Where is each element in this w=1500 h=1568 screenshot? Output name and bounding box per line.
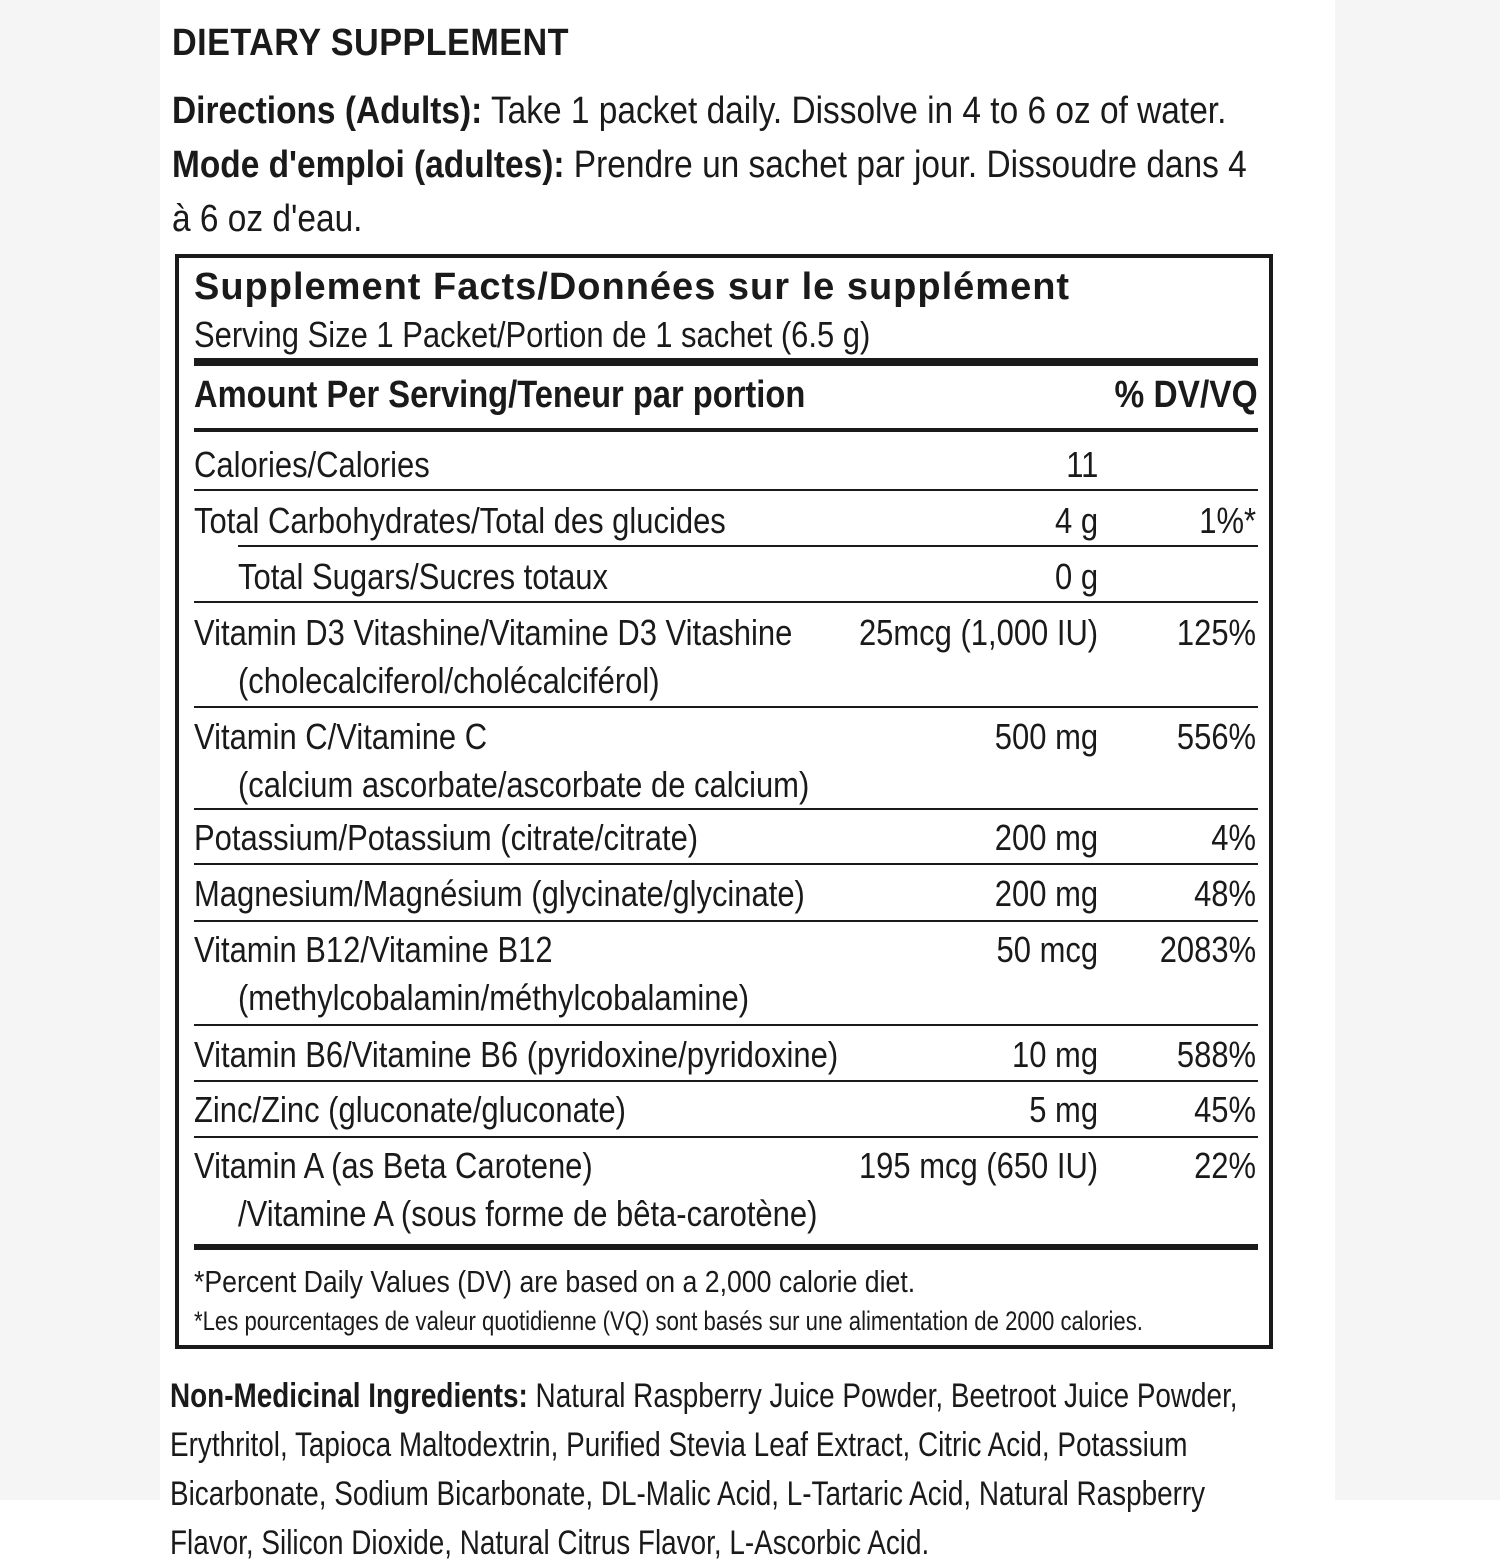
supplement-facts-title: Supplement Facts/Données sur le supplément [194, 266, 1071, 308]
thick-divider-bottom [194, 1244, 1258, 1250]
nutrient-dv: 45% [1194, 1089, 1256, 1130]
row-divider [194, 1024, 1258, 1026]
row-divider [194, 863, 1258, 865]
header-divider [194, 428, 1258, 432]
nutrient-name: Vitamin C/Vitamine C [194, 716, 488, 757]
ingredients-list: Natural Raspberry Juice Powder, Beetroot Juice Powder, Erythritol, Tapioca Maltodextrin, Purified Stevia Leaf Extract, Citric Acid, Potassium Bicarbonate, Sodium Bicarbonate, DL-Malic Acid, L-Tartaric Acid, Natural Raspberry Flavor, Silicon Dioxide, Natural Citrus Flavor, L-Ascorbic Acid. [170, 1377, 1238, 1562]
dietary-supplement-heading: DIETARY SUPPLEMENT [172, 22, 570, 64]
nutrient-name: Calories/Calories [194, 444, 430, 485]
row-divider [194, 920, 1258, 922]
serving-size: Serving Size 1 Packet/Portion de 1 sachet (6.5 g) [194, 314, 871, 355]
nutrient-dv: 588% [1176, 1034, 1256, 1075]
nutrient-dv: 125% [1176, 612, 1256, 653]
footnote-english: *Percent Daily Values (DV) are based on a 2,000 calorie diet. [194, 1264, 916, 1299]
thick-divider [194, 358, 1258, 366]
nutrient-name: Vitamin B12/Vitamine B12 [194, 929, 553, 970]
nutrient-dv: 22% [1194, 1145, 1256, 1186]
nutrient-amount: 4 g [1054, 500, 1098, 541]
nutrient-amount: 0 g [1054, 556, 1098, 597]
nutrient-name: Vitamin B6/Vitamine B6 (pyridoxine/pyridoxine) [194, 1034, 839, 1075]
nutrient-dv: 48% [1194, 873, 1256, 914]
directions-text [172, 84, 1272, 246]
ingredients-label: Non-Medicinal Ingredients: [170, 1377, 528, 1415]
nutrient-amount: 11 [1065, 444, 1098, 485]
nutrient-source: (methylcobalamin/méthylcobalamine) [238, 977, 750, 1018]
row-divider [194, 706, 1258, 708]
row-divider [194, 808, 1258, 810]
nutrient-name: Total Carbohydrates/Total des glucides [194, 500, 726, 541]
directions-fr-label: Mode d'emploi (adultes): [172, 144, 565, 186]
nutrient-name: Vitamin A (as Beta Carotene) [194, 1145, 593, 1186]
nutrient-amount: 500 mg [994, 716, 1098, 757]
non-medicinal-ingredients [170, 1372, 1293, 1568]
nutrient-amount: 5 mg [1029, 1089, 1098, 1130]
nutrient-name: Vitamin D3 Vitashine/Vitamine D3 Vitashine [194, 612, 793, 653]
nutrient-dv: 4% [1211, 817, 1256, 858]
row-divider [238, 545, 1258, 547]
daily-value-header: % DV/VQ [1114, 374, 1258, 416]
nutrient-source: /Vitamine A (sous forme de bêta-carotène) [238, 1193, 818, 1234]
amount-per-serving-header: Amount Per Serving/Teneur par portion [194, 374, 806, 416]
nutrient-amount: 200 mg [994, 817, 1098, 858]
nutrient-amount: 200 mg [994, 873, 1098, 914]
nutrient-name: Potassium/Potassium (citrate/citrate) [194, 817, 699, 858]
nutrient-amount: 25mcg (1,000 IU) [858, 612, 1098, 653]
nutrient-name: Magnesium/Magnésium (glycinate/glycinate) [194, 873, 805, 914]
directions-fr-text: Prendre un sachet par jour. Dissoudre dans 4 à 6 oz d'eau. [172, 144, 1247, 240]
nutrient-name: Zinc/Zinc (gluconate/gluconate) [194, 1089, 626, 1130]
row-divider [194, 1136, 1258, 1138]
nutrient-source: (calcium ascorbate/ascorbate de calcium) [238, 764, 810, 805]
nutrient-amount: 10 mg [1011, 1034, 1098, 1075]
directions-en-text: Take 1 packet daily. Dissolve in 4 to 6 oz of water. [482, 90, 1227, 132]
nutrient-name: Total Sugars/Sucres totaux [238, 556, 609, 597]
nutrient-source: (cholecalciferol/cholécalciférol) [238, 660, 660, 701]
row-divider [194, 601, 1258, 603]
background-right-margin [1335, 0, 1500, 1500]
nutrient-dv: 1%* [1199, 500, 1256, 541]
directions-en-label: Directions (Adults): [172, 90, 483, 132]
nutrient-dv: 556% [1176, 716, 1256, 757]
background-left-margin [0, 0, 160, 1500]
footnote-french: *Les pourcentages de valeur quotidienne (VQ) sont basés sur une alimentation de 2000 calories. [194, 1306, 1143, 1336]
row-divider [194, 1080, 1258, 1082]
nutrient-amount: 195 mcg (650 IU) [858, 1145, 1098, 1186]
row-divider [194, 489, 1258, 491]
nutrient-dv: 2083% [1159, 929, 1256, 970]
nutrient-amount: 50 mcg [996, 929, 1098, 970]
